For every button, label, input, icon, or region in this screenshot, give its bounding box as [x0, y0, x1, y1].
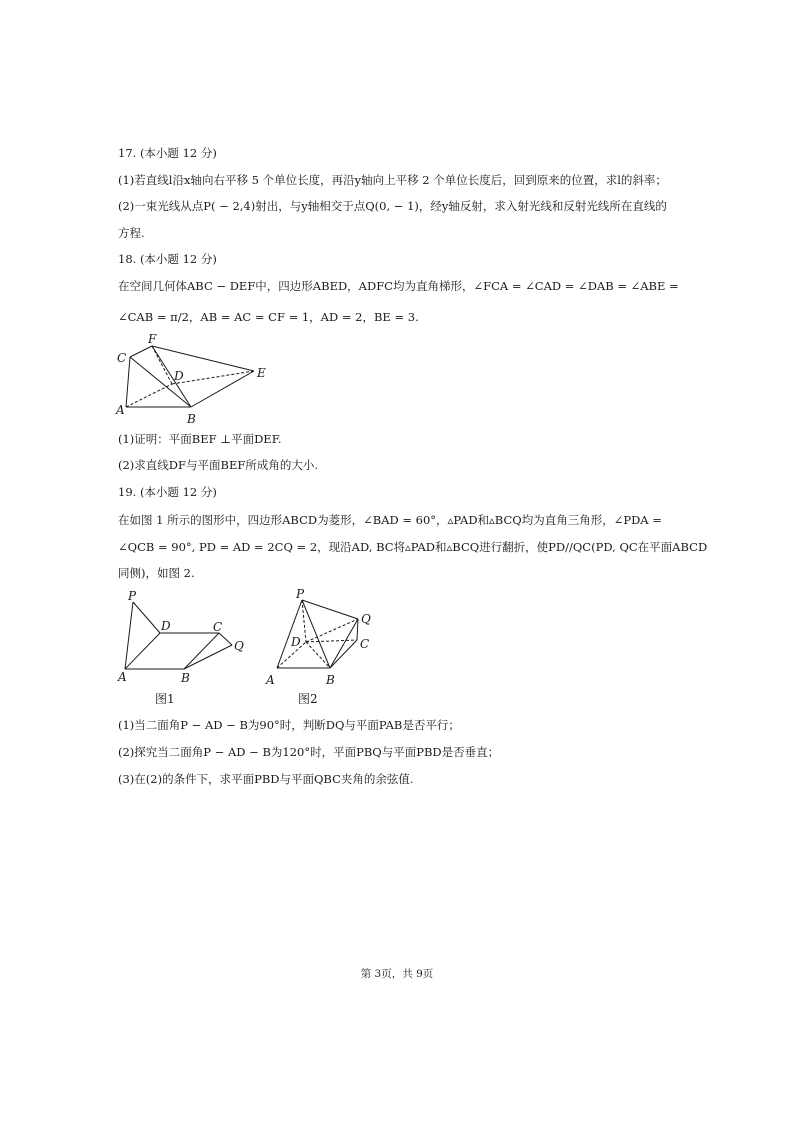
problem-19-statement-3: 同侧)，如图 2.: [118, 566, 195, 580]
edge-DB-hidden: [306, 642, 330, 668]
problem-18-statement-1: 在空间几何体ABC − DEF中，四边形ABED，ADFC均为直角梯形，∠FCA = ∠CAD = ∠DAB = ∠ABE =: [118, 279, 679, 293]
edge-FB: [152, 346, 191, 407]
problem-19-question-3: (3)在(2)的条件下，求平面PBD与平面QBC夹角的余弦值.: [118, 772, 414, 786]
page-footer: 第 3页，共 9页: [360, 968, 434, 980]
edge-AD: [125, 633, 160, 669]
label-A: A: [116, 403, 125, 417]
problem-19-statement-2: ∠QCB = 90°, PD = AD = 2CQ = 2，现沿AD, BC将▵PAD和▵BCQ进行翻折，使PD//QC(PD, QC在平面ABCD: [118, 540, 708, 554]
problem-18-header: 18. (本小题 12 分): [118, 252, 217, 266]
problem-18-question-1: (1)证明：平面BEF ⊥平面DEF.: [118, 432, 282, 446]
label-P: P: [128, 589, 137, 603]
problem-19-statement-1: 在如图 1 所示的图形中，四边形ABCD为菱形，∠BAD = 60°，▵PAD和▵BCQ均为直角三角形，∠PDA =: [118, 513, 662, 527]
label-Q: Q: [361, 612, 371, 626]
edge-AD-hidden: [126, 384, 172, 407]
edge-CQ: [219, 633, 232, 645]
figure-18: [112, 332, 277, 424]
label-F: F: [148, 332, 157, 346]
label-C: C: [117, 351, 127, 365]
label-C: C: [213, 620, 223, 634]
label-D: D: [291, 635, 301, 649]
label-P: P: [296, 587, 305, 601]
label-D: D: [161, 619, 171, 633]
problem-19-question-2: (2)探究当二面角P − AD − B为120°时，平面PBQ与平面PBD是否垂直；: [118, 745, 500, 759]
problem-17-part-1: (1)若直线l沿x轴向右平移 5 个单位长度，再沿y轴向上平移 2 个单位长度后，回到原来的位置，求l的斜率；: [118, 173, 667, 187]
figure-1-caption: 图1: [155, 692, 175, 706]
label-A: A: [266, 673, 275, 687]
edge-FE: [152, 346, 254, 371]
edge-DQ-hidden: [306, 619, 358, 642]
problem-18-statement-2: ∠CAB = π/2，AB = AC = CF = 1，AD = 2，BE = 3.: [118, 310, 419, 324]
edge-PB: [302, 600, 330, 668]
problem-19-question-1: (1)当二面角P − AD − B为90°时，判断DQ与平面PAB是否平行；: [118, 718, 460, 732]
edge-CA: [126, 357, 130, 407]
edge-PQ: [302, 600, 358, 619]
problem-17-part-2-cont: 方程.: [118, 226, 145, 240]
edge-DF-hidden: [152, 346, 172, 384]
label-D: D: [174, 369, 184, 383]
problem-17-header: 17. (本小题 12 分): [118, 146, 217, 160]
figure-2-caption: 图2: [298, 692, 318, 706]
edge-BC: [184, 633, 219, 669]
label-B: B: [187, 412, 196, 424]
label-B: B: [181, 671, 190, 685]
edge-PA: [125, 602, 133, 669]
edge-PD-hidden: [302, 600, 306, 642]
problem-17-part-2: (2)一束光线从点P( − 2,4)射出，与y轴相交于点Q(0, − 1)，经y轴反射，求入射光线和反射光线所在直线的: [118, 199, 667, 213]
problem-19-header: 19. (本小题 12 分): [118, 485, 217, 499]
label-E: E: [257, 366, 266, 380]
edge-PA: [277, 600, 302, 668]
edge-CF: [130, 346, 152, 357]
label-C: C: [360, 637, 370, 651]
label-Q: Q: [234, 639, 244, 653]
figure-2: [258, 586, 388, 690]
figure-1: [112, 586, 252, 686]
edge-QC: [357, 619, 358, 640]
edge-BQ: [184, 645, 232, 669]
edge-PD: [133, 602, 160, 633]
edge-DC-hidden: [306, 640, 357, 642]
problem-18-question-2: (2)求直线DF与平面BEF所成角的大小.: [118, 458, 318, 472]
label-A: A: [118, 670, 127, 684]
label-B: B: [326, 673, 335, 687]
